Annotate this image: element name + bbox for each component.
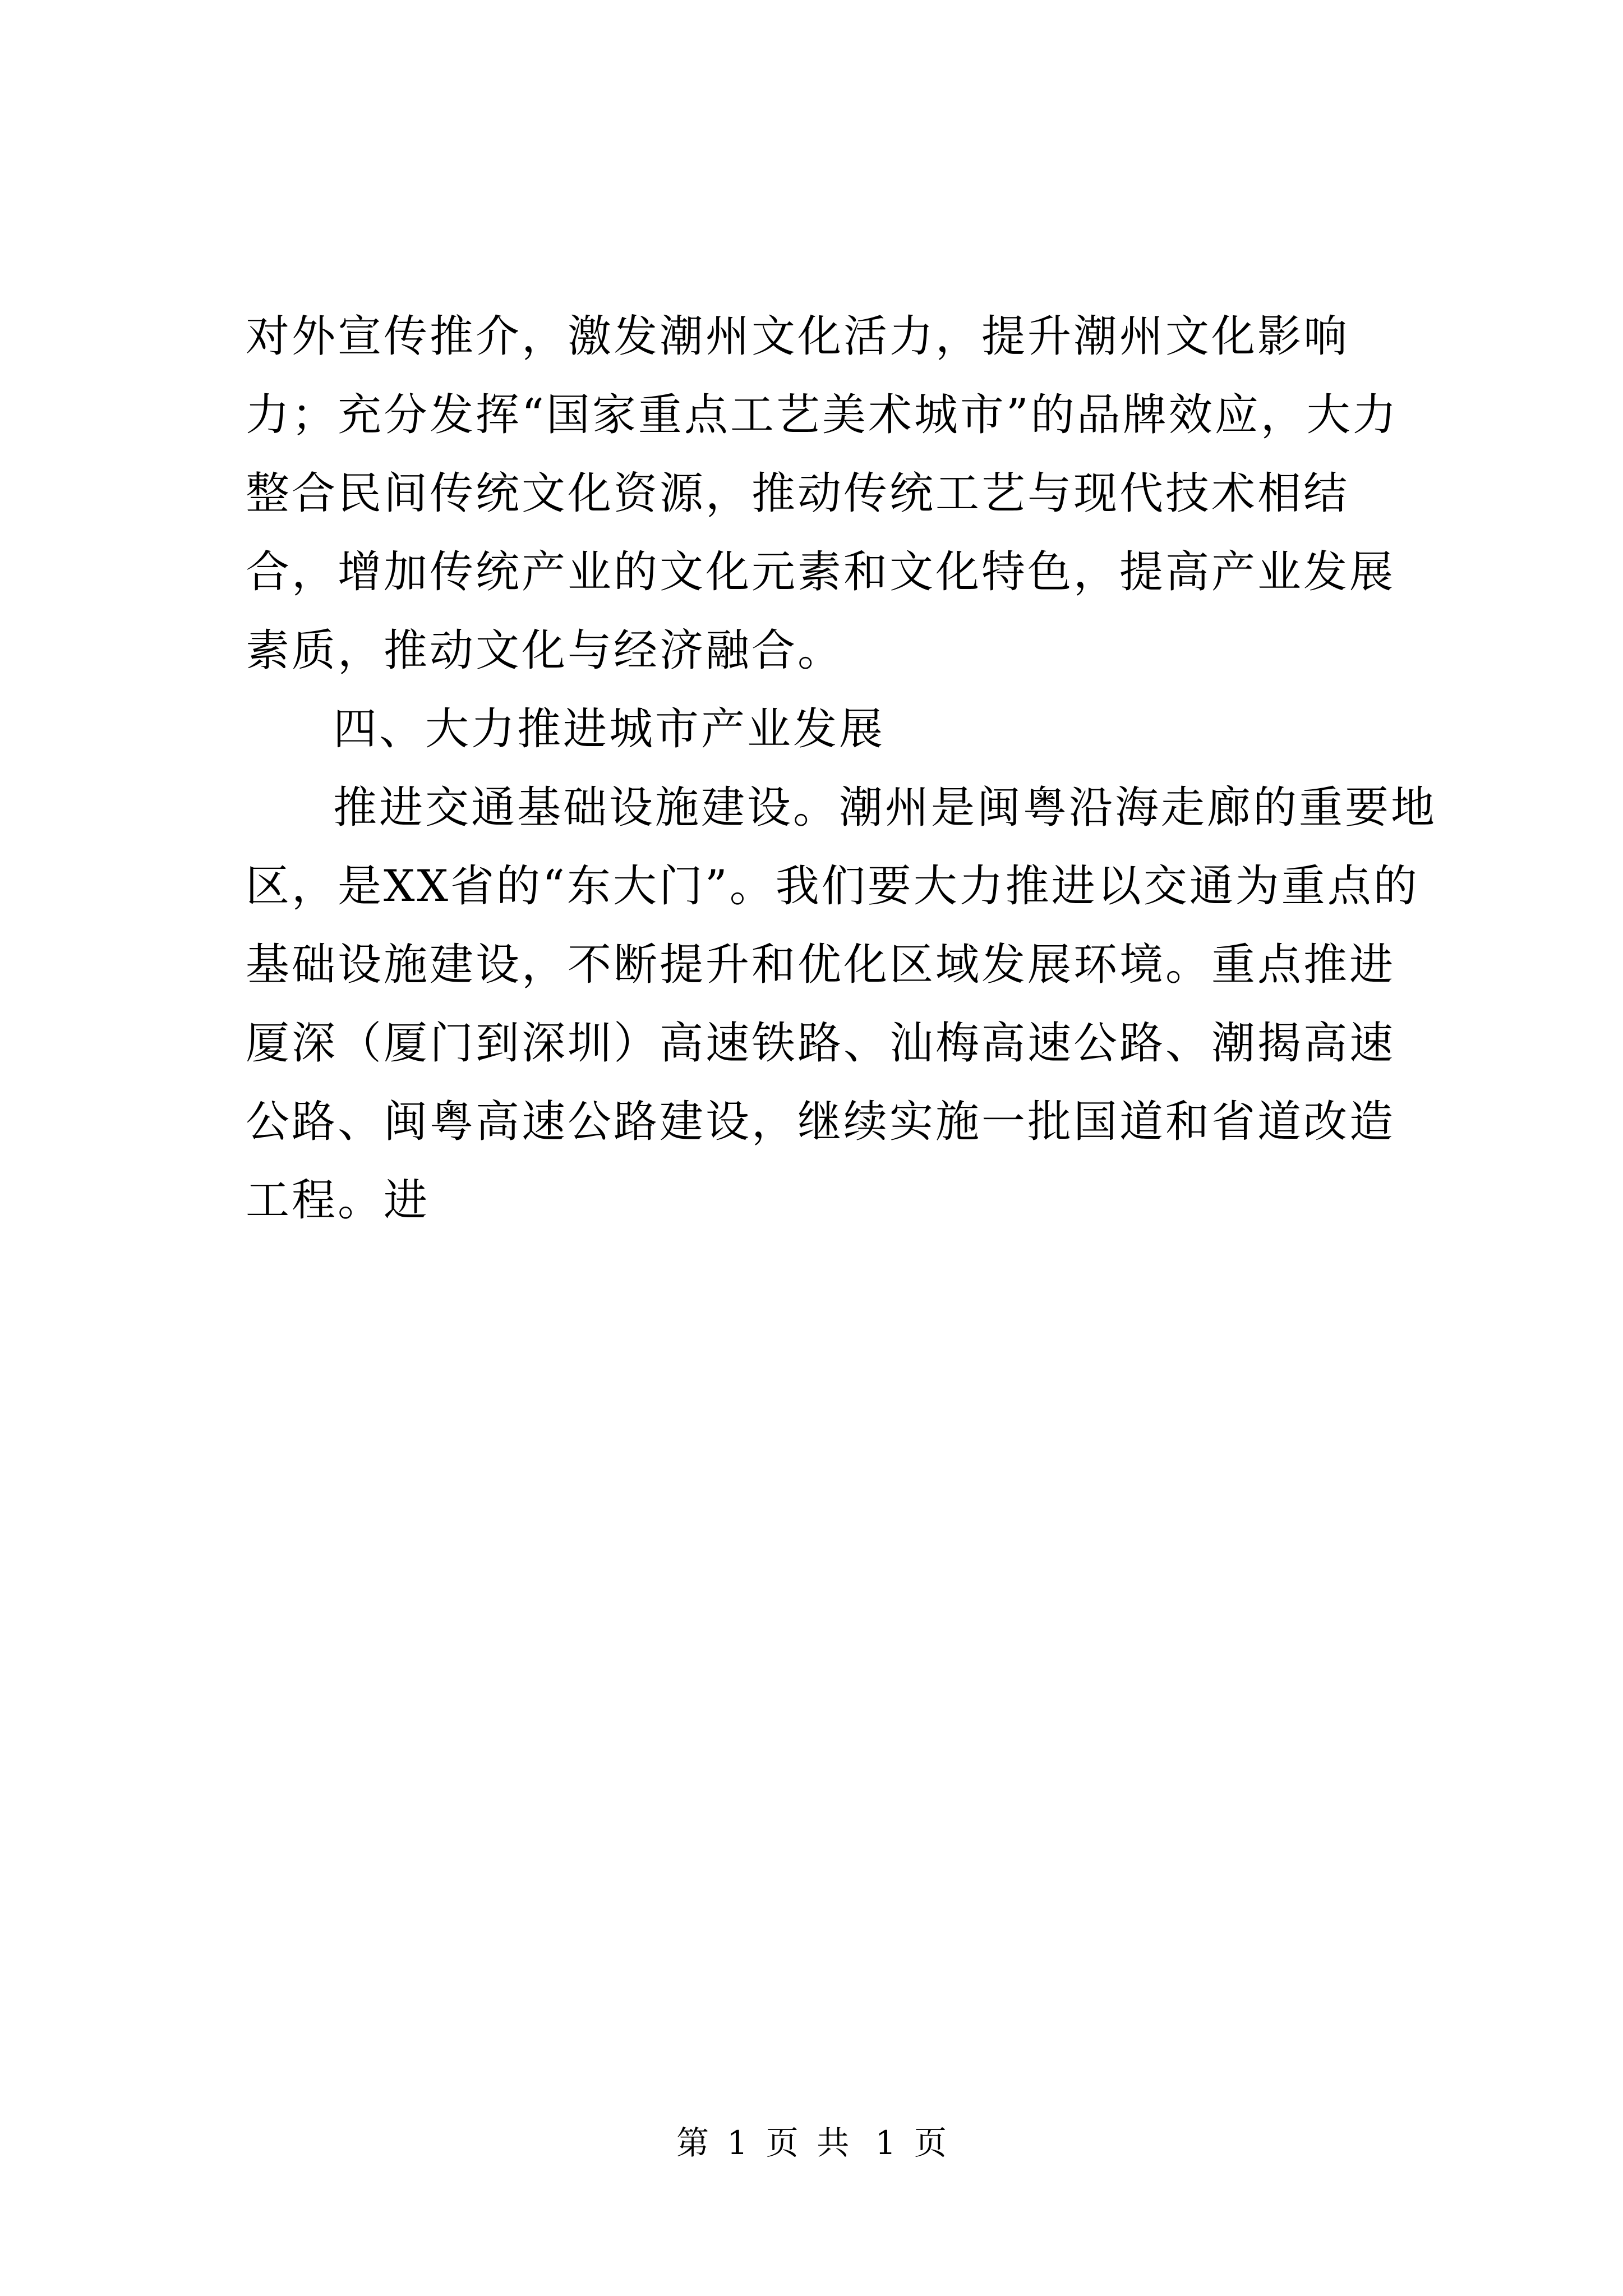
total-pages: 1 (875, 2124, 896, 2162)
paragraph-1: 对外宣传推介，激发潮州文化活力，提升潮州文化影响力；充分发挥“国家重点工艺美术城市”的品牌效应，大力整合民间传统文化资源，推动传统工艺与现代技术相结合，增加传统产业的文化元素和文化特色，提高产业发展素质，推动文化与经济融合。 (246, 311, 1399, 676)
page-footer (0, 2120, 1623, 2165)
page-label-prefix: 第 (676, 2124, 709, 2162)
document-body (246, 297, 1440, 1240)
section-heading: 四、大力推进城市产业发展 (333, 704, 886, 754)
total-label-prefix: 共 (817, 2124, 850, 2162)
page-number: 1 (727, 2124, 748, 2162)
page-label-suffix: 页 (766, 2124, 799, 2162)
total-label-suffix: 页 (914, 2124, 947, 2162)
paragraph-2: 推进交通基础设施建设。潮州是闽粤沿海走廊的重要地区，是XX省的“东大门”。我们要大力推进以交通为重点的基础设施建设，不断提升和优化区域发展环境。重点推进厦深（厦门到深圳）高速铁路、汕梅高速公路、潮揭高速公路、闽粤高速公路建设，继续实施一批国道和省道改造工程。进 (246, 783, 1437, 1226)
